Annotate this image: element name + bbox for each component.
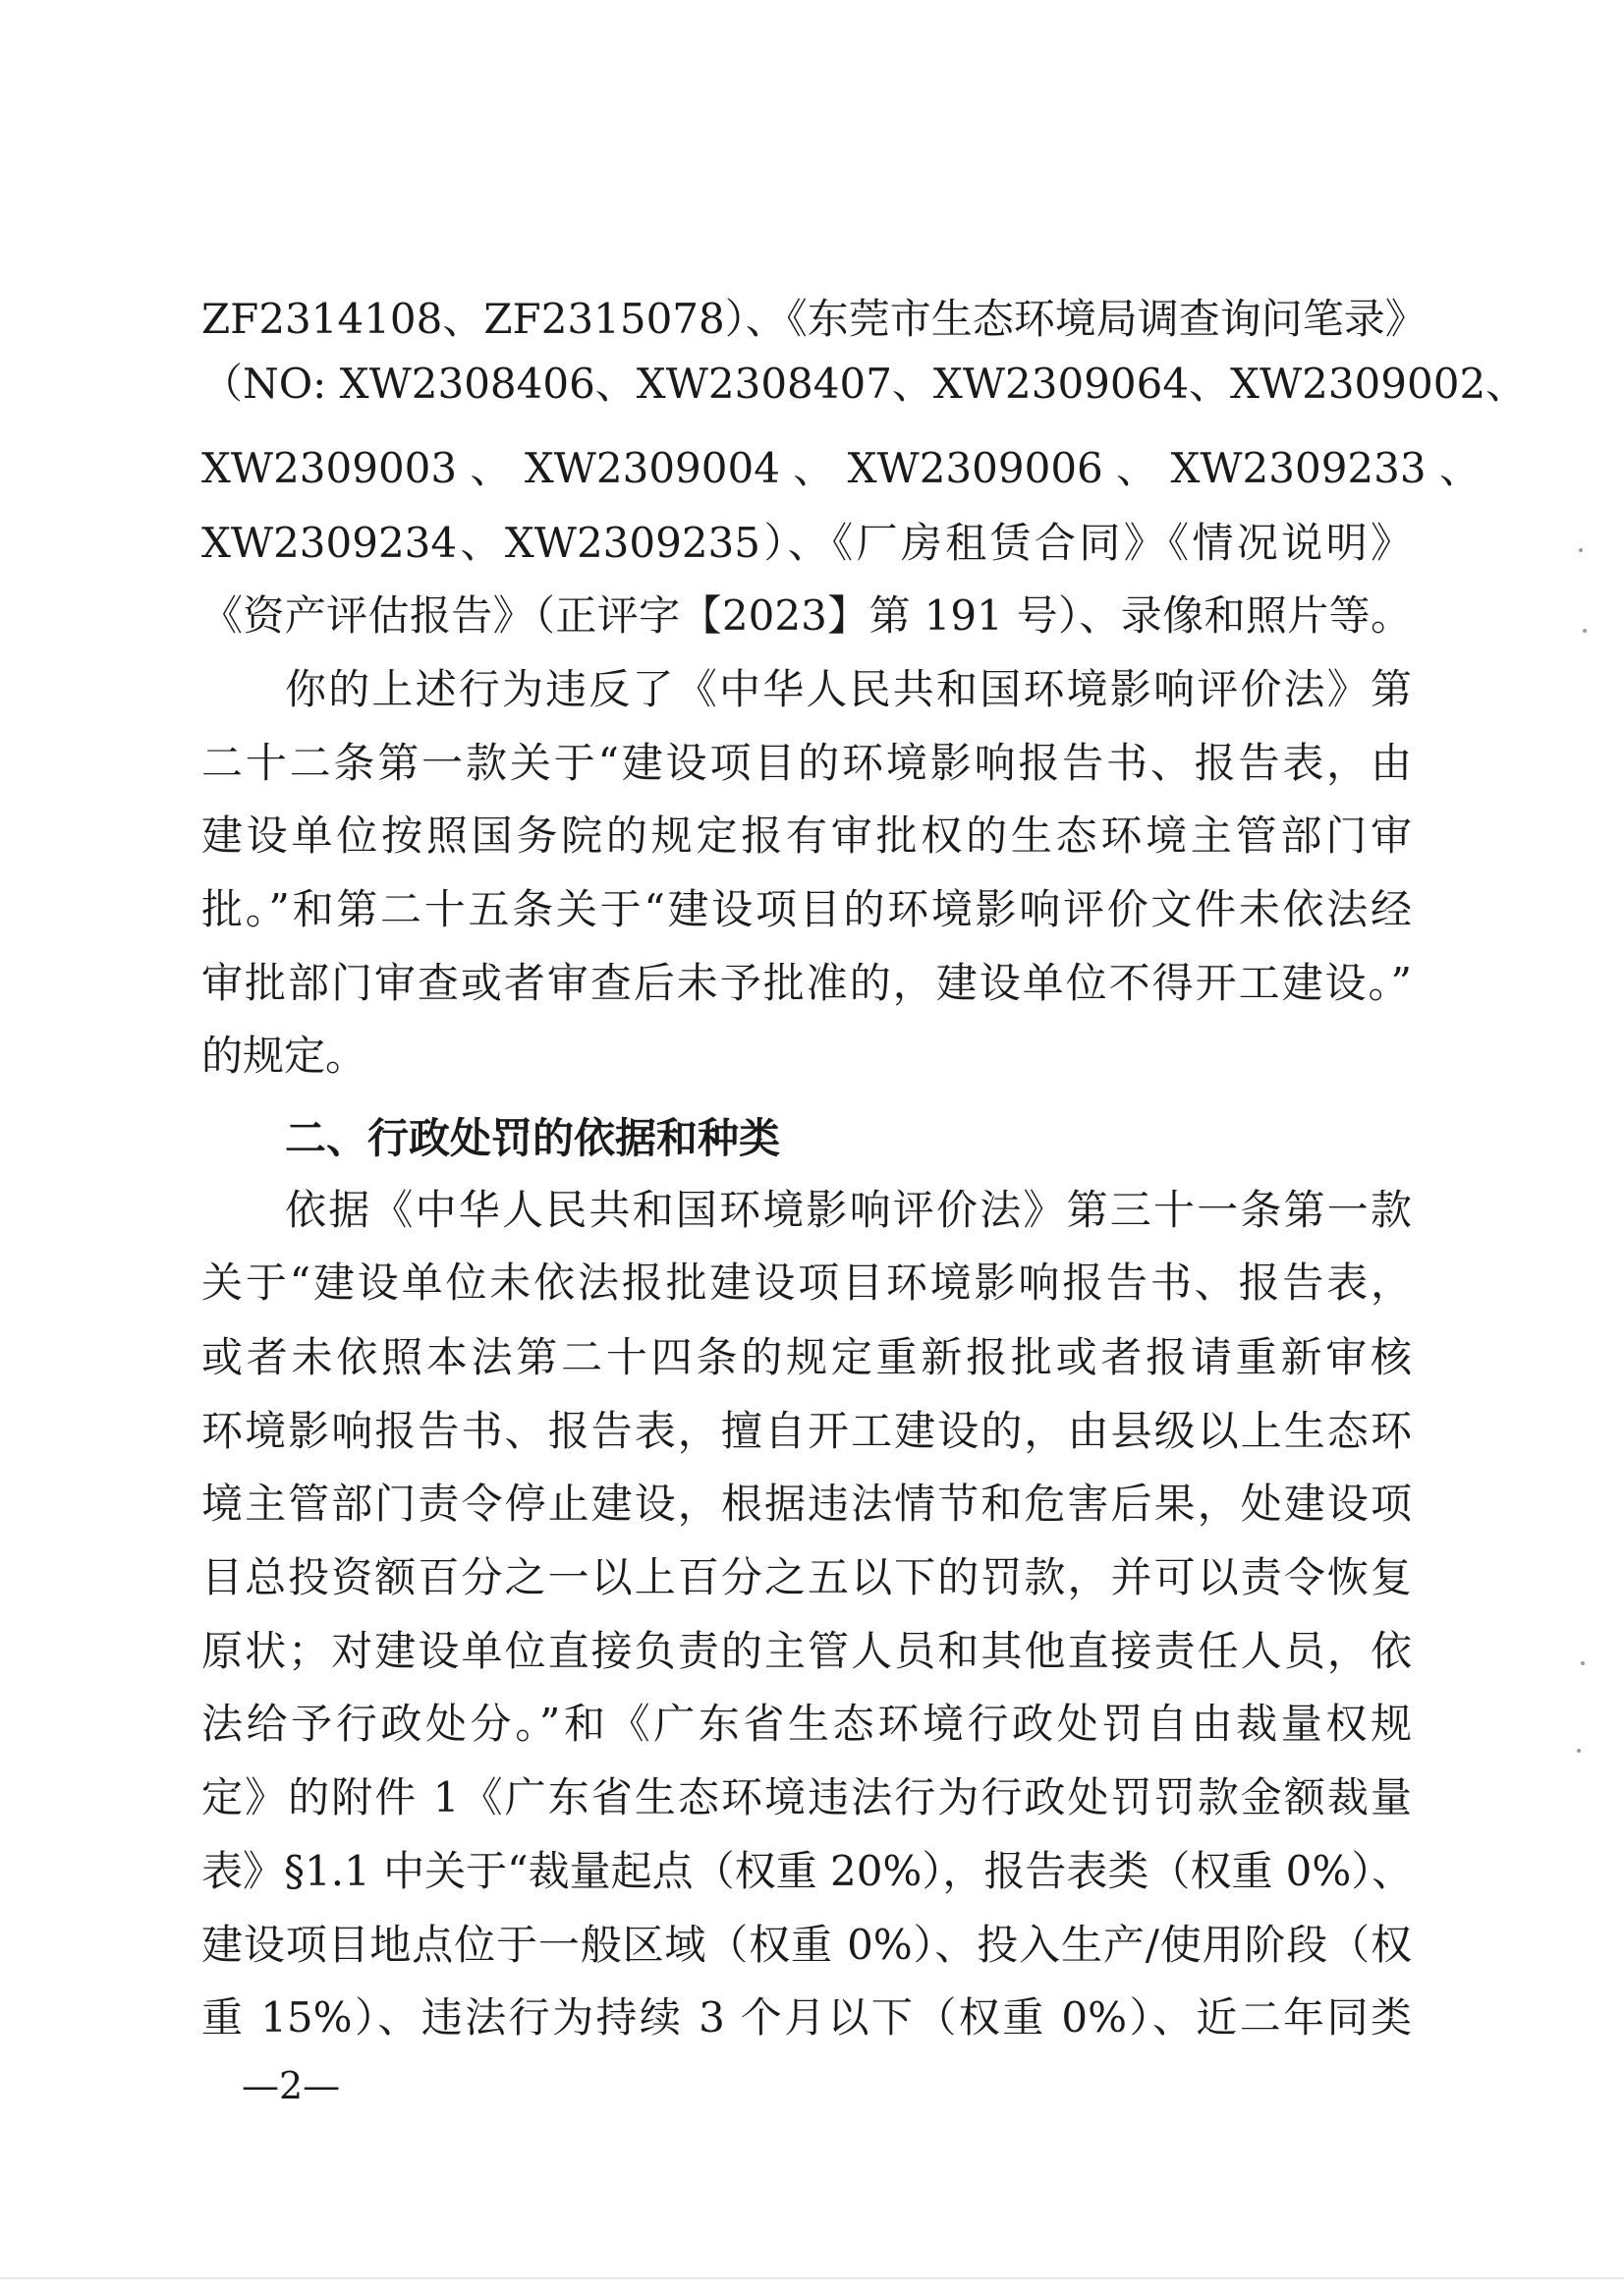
body-line-19: 原状；对建设单位直接负责的主管人员和其他直接责任人员，依 [201, 1627, 1412, 1675]
body-line-8: 建设单位按照国务院的规定报有审批权的生态环境主管部门审 [201, 812, 1412, 860]
body-line-16: 环境影响报告书、报告表，擅自开工建设的，由县级以上生态环 [201, 1407, 1412, 1455]
body-line-21: 定》的附件 1《广东省生态环境违法行为行政处罚罚款金额裁量 [201, 1773, 1412, 1821]
scan-speck [1579, 548, 1583, 552]
body-line-10: 审批部门审查或者审查后未予批准的，建设单位不得开工建设。” [201, 959, 1412, 1007]
body-line-7: 二十二条第一款关于“建设项目的环境影响报告书、报告表，由 [201, 739, 1412, 787]
body-line-3: XW2309003 、 XW2309004 、 XW2309006 、 XW2309233 、 [201, 444, 1481, 492]
body-line-5: 《资产评估报告》（正评字【2023】第 191 号）、录像和照片等。 [201, 591, 1412, 640]
paragraph-basis-start: 依据《中华人民共和国环境影响评价法》第三十一条第一款 [285, 1186, 1412, 1234]
scan-edge-line [0, 2277, 1624, 2279]
scan-speck [1583, 629, 1587, 633]
body-line-18: 目总投资额百分之一以上百分之五以下的罚款，并可以责令恢复 [201, 1553, 1412, 1601]
body-line-11: 的规定。 [201, 1032, 367, 1080]
section-heading: 二、行政处罚的依据和种类 [285, 1114, 781, 1162]
body-line-20: 法给予行政处分。”和《广东省生态环境行政处罚自由裁量权规 [201, 1700, 1412, 1748]
body-line-14: 关于“建设单位未依法报批建设项目环境影响报告书、报告表， [201, 1259, 1412, 1307]
body-line-1: ZF2314108、ZF2315078）、《东莞市生态环境局调查询问笔录》 [201, 295, 1427, 343]
body-line-23: 建设项目地点位于一般区域（权重 0%）、投入生产/使用阶段（权 [201, 1921, 1412, 1969]
scan-speck [1581, 1661, 1585, 1665]
scan-speck [1577, 1749, 1581, 1753]
body-line-9: 批。”和第二十五条关于“建设项目的环境影响评价文件未依法经 [201, 885, 1412, 933]
body-line-2: （NO: XW2308406、XW2308407、XW2309064、XW2309002、 [201, 360, 1528, 408]
paragraph-violation-start: 你的上述行为违反了《中华人民共和国环境影响评价法》第 [285, 665, 1412, 713]
page-number: —2— [242, 2064, 341, 2107]
body-line-4: XW2309234、XW2309235）、《厂房租赁合同》《情况说明》 [201, 519, 1412, 567]
body-line-17: 境主管部门责令停止建设，根据违法情节和危害后果，处建设项 [201, 1480, 1412, 1528]
body-line-15: 或者未依照本法第二十四条的规定重新报批或者报请重新审核 [201, 1333, 1412, 1381]
body-line-22: 表》§1.1 中关于“裁量起点（权重 20%），报告表类（权重 0%）、 [201, 1847, 1414, 1895]
body-line-24: 重 15%）、违法行为持续 3 个月以下（权重 0%）、近二年同类 [201, 1993, 1412, 2042]
